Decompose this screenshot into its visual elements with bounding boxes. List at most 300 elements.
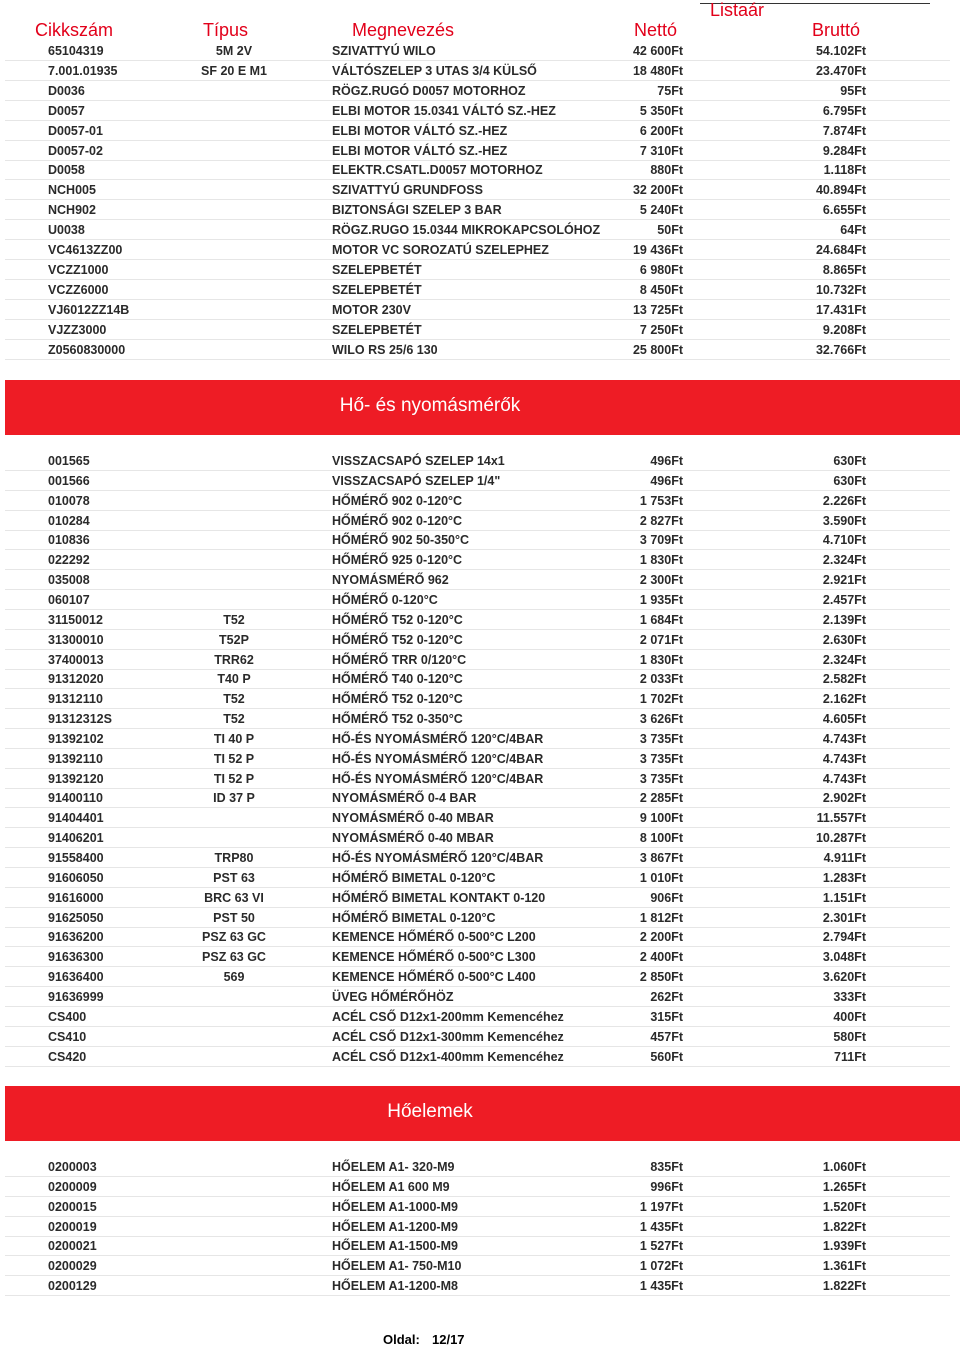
item-code: CS400 <box>48 1009 87 1024</box>
table-row <box>0 1177 960 1197</box>
item-type: T52 <box>223 692 245 707</box>
price-net: 560Ft <box>650 1049 683 1064</box>
item-code: 0200029 <box>48 1259 97 1274</box>
price-gross: 6.795Ft <box>822 103 866 118</box>
item-code: 060107 <box>48 592 90 607</box>
item-type: T40 P <box>217 672 251 687</box>
item-code: 91312110 <box>48 692 103 707</box>
price-net: 1 197Ft <box>639 1199 683 1214</box>
item-name: HŐ-ÉS NYOMÁSMÉRŐ 120°C/4BAR <box>332 731 544 746</box>
price-gross: 630Ft <box>833 454 866 468</box>
item-name: ACÉL CSŐ D12x1-400mm Kemencéhez <box>332 1049 564 1064</box>
item-code: VCZZ1000 <box>48 262 109 277</box>
price-net: 2 071Ft <box>639 632 683 647</box>
price-net: 996Ft <box>650 1179 683 1194</box>
table-row <box>0 511 960 531</box>
item-code: 022292 <box>48 553 90 568</box>
price-net: 1 684Ft <box>639 612 683 627</box>
item-type: SF 20 E M1 <box>201 63 267 78</box>
item-name: SZIVATTYÚ WILO <box>332 44 436 58</box>
table-row <box>0 967 960 987</box>
price-gross: 17.431Ft <box>815 302 866 317</box>
item-type: PST 50 <box>213 910 255 925</box>
item-code: 91636400 <box>48 970 104 985</box>
item-name: HŐELEM A1-1200-M8 <box>332 1279 458 1294</box>
table-row <box>0 471 960 491</box>
item-code: CS420 <box>48 1049 87 1064</box>
item-code: 0200129 <box>48 1279 97 1294</box>
table-row <box>0 340 960 360</box>
item-code: CS410 <box>48 1029 87 1044</box>
table-row <box>0 1256 960 1276</box>
item-name: KEMENCE HŐMÉRŐ 0-500°C L300 <box>332 950 536 965</box>
price-net: 3 735Ft <box>639 771 683 786</box>
item-code: D0036 <box>48 83 85 98</box>
price-gross: 4.743Ft <box>822 751 866 766</box>
price-gross: 2.162Ft <box>822 692 866 707</box>
price-net: 75Ft <box>657 83 683 98</box>
item-name: NYOMÁSMÉRŐ 962 <box>332 573 449 588</box>
price-net: 9 100Ft <box>639 811 683 826</box>
price-gross: 9.208Ft <box>822 322 866 337</box>
item-name: HŐMÉRŐ BIMETAL KONTAKT 0-120 <box>332 890 546 905</box>
item-code: 035008 <box>48 573 90 588</box>
item-name: ACÉL CSŐ D12x1-300mm Kemencéhez <box>332 1029 564 1044</box>
price-gross: 3.590Ft <box>822 513 866 528</box>
item-code: 001566 <box>48 473 90 488</box>
table-row <box>0 200 960 220</box>
item-type: T52P <box>219 632 249 647</box>
price-net: 496Ft <box>650 473 683 488</box>
item-name: SZIVATTYÚ GRUNDFOSS <box>332 183 483 198</box>
table-row <box>0 669 960 689</box>
item-name: MOTOR 230V <box>332 302 411 317</box>
table-row <box>0 1007 960 1027</box>
price-gross: 2.301Ft <box>822 910 866 925</box>
price-net: 1 010Ft <box>639 870 683 885</box>
item-code: VJZZ3000 <box>48 322 107 337</box>
table-row <box>0 570 960 590</box>
item-name: NYOMÁSMÉRŐ 0-4 BAR <box>332 791 477 806</box>
item-code: U0038 <box>48 223 85 238</box>
price-net: 7 310Ft <box>639 143 683 158</box>
item-code: D0057-02 <box>48 143 103 158</box>
table-row <box>0 451 960 471</box>
table-row <box>0 888 960 908</box>
table-row <box>0 590 960 610</box>
price-net: 880Ft <box>650 163 683 178</box>
table-row <box>0 947 960 967</box>
item-code: VC4613ZZ00 <box>48 243 123 257</box>
item-code: 91636999 <box>48 989 104 1004</box>
table-row <box>0 650 960 670</box>
price-net: 835Ft <box>650 1160 683 1174</box>
item-code: 65104319 <box>48 44 104 58</box>
price-net: 1 435Ft <box>639 1279 683 1294</box>
price-gross: 3.048Ft <box>822 950 866 965</box>
table-row <box>0 41 960 61</box>
item-code: NCH902 <box>48 203 96 218</box>
item-code: 91636300 <box>48 950 104 965</box>
table-row <box>0 160 960 180</box>
price-gross: 1.283Ft <box>822 870 866 885</box>
table-row <box>0 280 960 300</box>
price-gross: 1.520Ft <box>822 1199 866 1214</box>
item-name: HŐMÉRŐ T52 0-120°C <box>332 632 463 647</box>
table-row <box>0 141 960 161</box>
item-type: TRP80 <box>214 851 254 865</box>
price-gross: 630Ft <box>833 473 866 488</box>
table-row <box>0 180 960 200</box>
item-name: ÜVEG HŐMÉRŐHÖZ <box>332 989 454 1004</box>
section-title: Hőelemek <box>387 1101 473 1122</box>
item-code: 91400110 <box>48 791 103 806</box>
page-number: 12/17 <box>432 1332 465 1347</box>
item-name: HŐ-ÉS NYOMÁSMÉRŐ 120°C/4BAR <box>332 751 544 766</box>
item-code: 010078 <box>48 493 90 508</box>
item-code: 91625050 <box>48 910 104 925</box>
price-net: 262Ft <box>650 989 683 1004</box>
item-code: NCH005 <box>48 183 96 198</box>
price-net: 19 436Ft <box>632 243 683 257</box>
item-name: BIZTONSÁGI SZELEP 3 BAR <box>332 203 502 218</box>
item-name: WILO RS 25/6 130 <box>332 342 438 357</box>
table-row <box>0 81 960 101</box>
price-net: 3 867Ft <box>639 851 683 865</box>
item-name: HŐMÉRŐ T40 0-120°C <box>332 672 463 687</box>
table-row <box>0 689 960 709</box>
item-type: PSZ 63 GC <box>202 950 266 965</box>
table-row <box>0 530 960 550</box>
price-gross: 2.582Ft <box>822 672 866 687</box>
price-gross: 11.557Ft <box>816 811 866 826</box>
item-code: 0200015 <box>48 1199 97 1214</box>
price-gross: 1.361Ft <box>822 1259 866 1274</box>
item-type: TI 52 P <box>213 751 255 766</box>
price-gross: 1.265Ft <box>822 1179 866 1194</box>
item-name: HŐ-ÉS NYOMÁSMÉRŐ 120°C/4BAR <box>332 771 544 786</box>
price-gross: 2.457Ft <box>822 592 866 607</box>
table-row <box>0 927 960 947</box>
price-gross: 1.822Ft <box>822 1279 866 1294</box>
item-code: 31150012 <box>48 612 103 627</box>
price-net: 2 850Ft <box>639 970 683 985</box>
table-row <box>0 788 960 808</box>
col-header-tipus: Típus <box>203 20 249 40</box>
item-code: D0058 <box>48 163 85 178</box>
item-name: HŐ-ÉS NYOMÁSMÉRŐ 120°C/4BAR <box>332 851 544 865</box>
price-gross: 400Ft <box>833 1009 866 1024</box>
table-row <box>0 220 960 240</box>
item-name: HŐMÉRŐ 902 0-120°C <box>332 493 463 508</box>
table-row <box>0 1276 960 1296</box>
table-row <box>0 1217 960 1237</box>
item-name: HŐELEM A1-1500-M9 <box>332 1239 458 1254</box>
price-net: 2 285Ft <box>639 791 683 806</box>
table-row <box>0 848 960 868</box>
item-type: TI 40 P <box>213 731 255 746</box>
price-net: 3 735Ft <box>639 731 683 746</box>
price-net: 8 450Ft <box>639 282 683 297</box>
item-name: HŐELEM A1-1000-M9 <box>332 1199 458 1214</box>
price-gross: 23.470Ft <box>815 63 866 78</box>
price-net: 2 033Ft <box>639 672 683 687</box>
table-row <box>0 121 960 141</box>
item-code: Z0560830000 <box>48 342 126 357</box>
item-name: KEMENCE HŐMÉRŐ 0-500°C L200 <box>332 930 536 945</box>
price-net: 2 400Ft <box>639 950 683 965</box>
price-gross: 4.743Ft <box>822 771 866 786</box>
price-gross: 2.921Ft <box>822 573 866 588</box>
price-net: 25 800Ft <box>632 342 683 357</box>
price-gross: 2.139Ft <box>822 612 866 627</box>
item-code: 0200019 <box>48 1219 97 1234</box>
table-row <box>0 769 960 789</box>
item-name: ELBI MOTOR VÁLTÓ SZ.-HEZ <box>332 123 508 138</box>
price-gross: 4.911Ft <box>823 851 866 865</box>
table-row <box>0 491 960 511</box>
item-name: HŐMÉRŐ T52 0-350°C <box>332 712 463 727</box>
item-code: 010836 <box>48 533 90 548</box>
table-row <box>0 868 960 888</box>
price-net: 42 600Ft <box>632 44 683 58</box>
item-code: 7.001.01935 <box>48 63 118 78</box>
item-name: VISSZACSAPÓ SZELEP 14x1 <box>332 454 505 468</box>
price-net: 496Ft <box>650 454 683 468</box>
item-code: VJ6012ZZ14B <box>48 302 130 317</box>
item-name: MOTOR VC SOROZATÚ SZELEPHEZ <box>332 243 549 257</box>
price-gross: 711Ft <box>834 1049 866 1064</box>
listaar-heading: Listaár <box>710 0 765 20</box>
price-gross: 4.710Ft <box>822 533 866 548</box>
price-gross: 2.324Ft <box>822 652 866 667</box>
item-code: 91558400 <box>48 851 104 865</box>
price-gross: 2.794Ft <box>822 930 866 945</box>
table-row <box>0 610 960 630</box>
item-code: 0200003 <box>48 1160 97 1174</box>
price-gross: 10.287Ft <box>815 831 866 846</box>
item-type: ID 37 P <box>213 791 255 806</box>
item-code: 91312020 <box>48 672 104 687</box>
item-name: HŐMÉRŐ BIMETAL 0-120°C <box>332 870 496 885</box>
price-net: 1 830Ft <box>639 553 683 568</box>
item-type: T52 <box>223 712 245 727</box>
item-name: RÖGZ.RUGO 15.0344 MIKROKAPCSOLÓHOZ <box>332 223 601 238</box>
item-name: HŐMÉRŐ 902 0-120°C <box>332 513 463 528</box>
item-name: ACÉL CSŐ D12x1-200mm Kemencéhez <box>332 1009 564 1024</box>
price-gross: 8.865Ft <box>822 262 866 277</box>
item-code: 010284 <box>48 513 90 528</box>
col-header-megnevezes: Megnevezés <box>352 20 455 40</box>
item-name: ELBI MOTOR 15.0341 VÁLTÓ SZ.-HEZ <box>332 103 556 118</box>
price-gross: 64Ft <box>840 223 866 238</box>
price-net: 1 435Ft <box>639 1219 683 1234</box>
item-type: 569 <box>223 970 245 985</box>
price-net: 457Ft <box>650 1029 683 1044</box>
price-net: 3 626Ft <box>639 712 683 727</box>
price-gross: 54.102Ft <box>815 44 866 58</box>
price-net: 1 935Ft <box>639 592 683 607</box>
item-type: T52 <box>223 612 245 627</box>
item-type: 5M 2V <box>215 44 253 58</box>
item-code: D0057 <box>48 103 85 118</box>
price-gross: 3.620Ft <box>822 970 866 985</box>
price-net: 2 200Ft <box>639 930 683 945</box>
item-code: 31300010 <box>48 632 104 647</box>
item-code: 0200021 <box>48 1239 97 1254</box>
item-name: ELBI MOTOR VÁLTÓ SZ.-HEZ <box>332 143 508 158</box>
price-gross: 10.732Ft <box>815 282 866 297</box>
item-name: NYOMÁSMÉRŐ 0-40 MBAR <box>332 811 494 826</box>
price-net: 1 753Ft <box>639 493 683 508</box>
item-code: 001565 <box>48 454 90 468</box>
price-gross: 1.939Ft <box>822 1239 866 1254</box>
price-gross: 1.118Ft <box>823 163 866 178</box>
table-row <box>0 630 960 650</box>
table-row <box>0 808 960 828</box>
section-banner-hoelemek <box>5 1086 960 1141</box>
price-net: 8 100Ft <box>639 831 683 846</box>
price-net: 13 725Ft <box>632 302 683 317</box>
table-row <box>0 1236 960 1256</box>
table-row <box>0 729 960 749</box>
table-row <box>0 908 960 928</box>
price-gross: 32.766Ft <box>815 342 866 357</box>
price-net: 6 980Ft <box>639 262 683 277</box>
table-row <box>0 260 960 280</box>
item-code: 0200009 <box>48 1179 97 1194</box>
price-net: 2 827Ft <box>639 513 683 528</box>
item-code: 91636200 <box>48 930 104 945</box>
table-row <box>0 300 960 320</box>
price-gross: 1.060Ft <box>822 1160 866 1174</box>
price-gross: 4.743Ft <box>822 731 866 746</box>
table-row <box>0 987 960 1007</box>
price-gross: 2.902Ft <box>822 791 866 806</box>
item-code: 91312312S <box>48 712 112 727</box>
item-name: SZELEPBETÉT <box>332 322 422 337</box>
price-net: 1 702Ft <box>639 692 683 707</box>
price-net: 1 527Ft <box>639 1239 683 1254</box>
table-row <box>0 1047 960 1067</box>
price-net: 7 250Ft <box>639 322 683 337</box>
item-code: 37400013 <box>48 652 104 667</box>
item-type: TI 52 P <box>213 771 255 786</box>
item-name: HŐMÉRŐ 0-120°C <box>332 592 438 607</box>
item-name: ELEKTR.CSATL.D0057 MOTORHOZ <box>332 163 543 178</box>
item-type: PST 63 <box>213 870 255 885</box>
price-gross: 24.684Ft <box>815 243 866 257</box>
price-net: 906Ft <box>650 890 683 905</box>
price-net: 315Ft <box>650 1009 683 1024</box>
item-name: HŐELEM A1- 320-M9 <box>332 1160 455 1174</box>
price-net: 5 240Ft <box>639 203 683 218</box>
price-net: 3 735Ft <box>639 751 683 766</box>
table-row <box>0 240 960 260</box>
table-row <box>0 709 960 729</box>
price-net: 32 200Ft <box>632 183 683 198</box>
price-net: 6 200Ft <box>639 123 683 138</box>
item-name: SZELEPBETÉT <box>332 262 422 277</box>
item-name: KEMENCE HŐMÉRŐ 0-500°C L400 <box>332 970 536 985</box>
item-code: VCZZ6000 <box>48 282 109 297</box>
item-code: 91404401 <box>48 811 104 826</box>
item-name: HŐMÉRŐ TRR 0/120°C <box>332 652 467 667</box>
price-net: 18 480Ft <box>632 63 683 78</box>
price-net: 3 709Ft <box>639 533 683 548</box>
price-net: 5 350Ft <box>639 103 683 118</box>
item-name: HŐMÉRŐ 925 0-120°C <box>332 553 463 568</box>
col-header-brutto: Bruttó <box>812 20 861 40</box>
item-name: HŐELEM A1 600 M9 <box>332 1179 450 1194</box>
table-header <box>0 0 960 42</box>
item-code: 91392110 <box>48 751 103 766</box>
item-name: RÖGZ.RUGÓ D0057 MOTORHOZ <box>332 83 526 98</box>
item-name: HŐMÉRŐ BIMETAL 0-120°C <box>332 910 496 925</box>
price-gross: 7.874Ft <box>822 123 866 138</box>
table-row <box>0 101 960 121</box>
table-row <box>0 828 960 848</box>
item-code: D0057-01 <box>48 123 103 138</box>
price-gross: 1.822Ft <box>822 1219 866 1234</box>
item-code: 91606050 <box>48 870 104 885</box>
item-name: NYOMÁSMÉRŐ 0-40 MBAR <box>332 831 494 846</box>
price-net: 50Ft <box>657 223 683 238</box>
price-gross: 95Ft <box>840 83 866 98</box>
table-row <box>0 1197 960 1217</box>
price-gross: 580Ft <box>833 1029 866 1044</box>
price-gross: 4.605Ft <box>822 712 866 727</box>
section-banner-nyomasmerok <box>5 380 960 435</box>
item-type: TRR62 <box>214 652 254 667</box>
price-net: 1 812Ft <box>639 910 683 925</box>
section-title: Hő- és nyomásmérők <box>339 395 521 416</box>
price-gross: 2.630Ft <box>822 632 866 647</box>
price-net: 1 072Ft <box>639 1259 683 1274</box>
item-name: VISSZACSAPÓ SZELEP 1/4" <box>332 473 501 488</box>
item-name: HŐMÉRŐ 902 50-350°C <box>332 533 469 548</box>
table-row <box>0 61 960 81</box>
item-name: SZELEPBETÉT <box>332 282 422 297</box>
item-name: HŐELEM A1-1200-M9 <box>332 1219 458 1234</box>
item-name: HŐELEM A1- 750-M10 <box>332 1259 462 1274</box>
price-gross: 2.226Ft <box>822 493 866 508</box>
col-header-cikkszam: Cikkszám <box>35 20 114 40</box>
price-gross: 2.324Ft <box>822 553 866 568</box>
item-code: 91392120 <box>48 771 104 786</box>
item-name: VÁLTÓSZELEP 3 UTAS 3/4 KÜLSŐ <box>332 63 537 78</box>
price-net: 1 830Ft <box>639 652 683 667</box>
price-gross: 1.151Ft <box>822 890 866 905</box>
item-type: PSZ 63 GC <box>202 930 266 945</box>
table-row <box>0 749 960 769</box>
item-code: 91392102 <box>48 731 104 746</box>
table-row <box>0 1157 960 1177</box>
price-gross: 6.655Ft <box>822 203 866 218</box>
table-row <box>0 550 960 570</box>
page-label: Oldal: <box>383 1332 420 1347</box>
item-name: HŐMÉRŐ T52 0-120°C <box>332 612 463 627</box>
table-row <box>0 320 960 340</box>
item-code: 91616000 <box>48 890 104 905</box>
price-gross: 40.894Ft <box>815 183 866 198</box>
price-gross: 9.284Ft <box>822 143 866 158</box>
table-row <box>0 1027 960 1047</box>
item-type: BRC 63 VI <box>204 890 264 905</box>
price-gross: 333Ft <box>833 989 866 1004</box>
price-net: 2 300Ft <box>639 573 683 588</box>
col-header-netto: Nettó <box>634 20 678 40</box>
